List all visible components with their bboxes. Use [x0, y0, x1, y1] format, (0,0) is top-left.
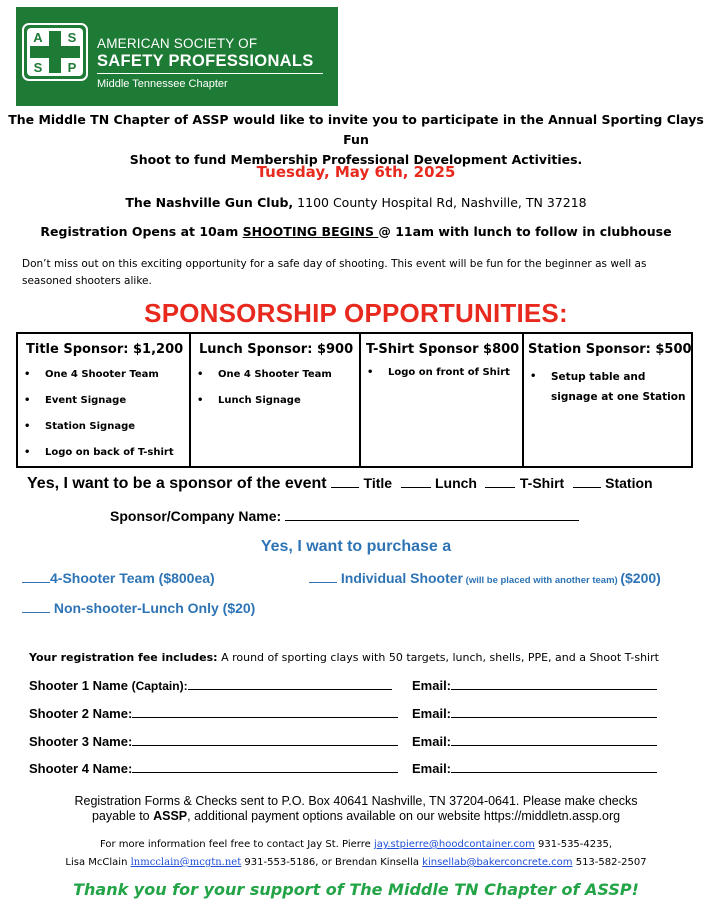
sponsor-title-header: Title Sponsor: $1,200 [26, 342, 184, 357]
individual-blank[interactable] [309, 570, 337, 583]
email-link-lisa[interactable]: lnmcclain@mcgtn.net [130, 857, 242, 868]
contact-phone-3: 513-582-2507 [572, 857, 647, 868]
purchase-heading: Yes, I want to purchase a [260, 538, 452, 555]
sponsor-column-title [18, 334, 191, 466]
sponsorship-table [16, 332, 693, 468]
shooter-3-email-field[interactable] [451, 733, 657, 746]
logo-letter-s1: S [67, 30, 77, 45]
shooter-4-row [29, 760, 398, 776]
company-name-label: Sponsor/Company Name: [110, 508, 282, 524]
logo-letter-p: P [67, 60, 77, 75]
fee-text: A round of sporting clays with 50 targets, lunch, shells, PPE, and a Shoot T-shirt [217, 651, 659, 664]
shooter-1-row [29, 677, 392, 693]
lunch-only-blank[interactable] [22, 600, 50, 613]
shooter-2-label: Shooter 2 Name: [29, 706, 133, 721]
sponsor-benefit: • Logo on back of T-shirt [18, 445, 189, 461]
assp-shield-icon [22, 23, 88, 81]
event-date: Tuesday, May 6th, 2025 [256, 163, 456, 181]
contact-intro: For more information feel free to contact Jay St. Pierre [99, 839, 374, 850]
contact-phone-2: 931-553-5186, or Brendan Kinsella [241, 857, 423, 868]
shooter-4-email-label: Email: [412, 761, 452, 776]
purchase-team-row [22, 570, 215, 586]
registration-part-1: Registration Opens at 10am [40, 224, 243, 239]
option-lunch: Lunch [434, 475, 477, 491]
company-name-field[interactable] [285, 508, 579, 521]
forms-assp: ASSP [153, 809, 188, 823]
purchase-individual-note: (will be placed with another team) [463, 575, 621, 586]
sponsor-signup-text: Yes, I want to be a sponsor of the event [27, 475, 327, 492]
forms-line-1: Registration Forms & Checks sent to P.O. Box 40641 Nashville, TN 37204-0641. Please make checks [74, 794, 638, 808]
shooter-2-email-row [412, 705, 657, 721]
shooter-2-email-label: Email: [412, 706, 452, 721]
shooter-1-suffix: (Captain): [131, 679, 188, 693]
shooter-3-email-label: Email: [412, 734, 452, 749]
forms-line-2c: , additional payment options available on our website https://middletn.assp.org [187, 809, 621, 823]
sponsor-column-lunch [191, 334, 361, 466]
dont-miss-text: Don’t miss out on this exciting opportunity for a safe day of shooting. This event will be fun for the beginner as well as seasoned shooters alike. [22, 258, 647, 287]
logo-letter-a: A [33, 30, 43, 45]
logo-letter-s2: S [33, 60, 43, 75]
contact-name-2: Lisa McClain [65, 857, 131, 868]
assp-logo [16, 7, 338, 106]
sponsor-tshirt-header: T-Shirt Sponsor $800 [366, 342, 520, 357]
tshirt-blank[interactable] [485, 475, 515, 488]
forms-instructions [0, 794, 712, 824]
purchase-lunch-row [22, 600, 255, 616]
option-tshirt: T-Shirt [519, 475, 565, 491]
registration-line [0, 224, 712, 239]
sponsor-benefit: • One 4 Shooter Team [18, 367, 189, 383]
shooter-3-name-field[interactable] [132, 733, 398, 746]
shooter-4-email-row [412, 760, 657, 776]
company-name-row [110, 508, 579, 524]
shooter-3-email-row [412, 733, 657, 749]
sponsor-lunch-header: Lunch Sponsor: $900 [199, 342, 354, 357]
option-station: Station [605, 475, 653, 491]
logo-line-3: Middle Tennessee Chapter [97, 78, 228, 90]
sponsor-column-tshirt [361, 334, 524, 466]
email-link-jay[interactable]: jay.stpierre@hoodcontainer.com [373, 839, 535, 850]
registration-underlined: SHOOTING BEGINS [242, 224, 379, 239]
intro-line-2: Shoot to fund Membership Professional Development Activities. [129, 152, 583, 167]
sponsor-benefit: • Logo on front of Shirt [361, 365, 522, 381]
shooter-3-label: Shooter 3 Name: [29, 734, 133, 749]
fee-label: Your registration fee includes: [29, 651, 218, 664]
venue-name: The Nashville Gun Club, [125, 195, 294, 210]
contact-line-2 [0, 854, 712, 872]
contact-line-1 [0, 836, 712, 854]
logo-line-1: AMERICAN SOCIETY OF [97, 36, 258, 51]
intro-line-1: The Middle TN Chapter of ASSP would like to invite you to participate in the Annual Sporting Clays Fun [8, 112, 704, 147]
venue-address: 1100 County Hospital Rd, Nashville, TN 37218 [293, 195, 587, 210]
shooter-4-label: Shooter 4 Name: [29, 761, 133, 776]
sponsor-station-header: Station Sponsor: $500 [528, 342, 692, 357]
fee-line [29, 651, 659, 664]
intro-text [0, 110, 712, 170]
logo-line-2: SAFETY PROFESSIONALS [97, 52, 314, 70]
shooter-4-name-field[interactable] [132, 760, 398, 773]
shooter-2-email-field[interactable] [451, 705, 657, 718]
shooter-2-name-field[interactable] [132, 705, 398, 718]
sponsor-benefit: • Event Signage [18, 393, 189, 409]
shooter-4-email-field[interactable] [451, 760, 657, 773]
registration-part-2: @ 11am with lunch to follow in clubhouse [378, 224, 672, 239]
venue-line [0, 195, 712, 210]
sponsor-benefit: • Setup table and signage at one Station [524, 367, 691, 407]
thank-you-line: Thank you for your support of The Middle TN Chapter of ASSP! [73, 880, 639, 899]
forms-line-2 [0, 809, 712, 824]
team-blank[interactable] [22, 570, 50, 583]
shooter-1-email-row [412, 677, 657, 693]
sponsor-benefit: • Lunch Signage [191, 393, 359, 409]
shooter-1-email-field[interactable] [451, 677, 657, 690]
email-link-brendan[interactable]: kinsellab@bakerconcrete.com [422, 857, 573, 868]
purchase-individual-price: ($200) [620, 570, 661, 586]
lunch-blank[interactable] [401, 475, 431, 488]
sponsor-benefit: • Station Signage [18, 419, 189, 435]
contact-phone-1: 931-535-4235, [534, 839, 613, 850]
purchase-team-label: 4-Shooter Team ($800ea) [50, 570, 215, 586]
contact-info [0, 836, 712, 872]
option-title: Title [363, 475, 393, 491]
sponsorship-heading: SPONSORSHIP OPPORTUNITIES: [144, 298, 568, 328]
purchase-individual-label: Individual Shooter [340, 570, 464, 586]
shooter-1-label: Shooter 1 Name [29, 678, 132, 693]
shooter-2-row [29, 705, 398, 721]
shooter-1-email-label: Email: [412, 678, 452, 693]
sponsor-column-station [524, 334, 691, 466]
shooter-1-name-field[interactable] [188, 677, 392, 690]
station-blank[interactable] [573, 475, 601, 488]
forms-line-2a: payable to [91, 809, 154, 823]
logo-divider [97, 73, 323, 74]
sponsor-signup-line [27, 475, 653, 493]
sponsor-benefit: • One 4 Shooter Team [191, 367, 359, 383]
purchase-individual-row [309, 570, 661, 586]
purchase-lunch-label: Non-shooter-Lunch Only ($20) [50, 600, 256, 616]
title-blank[interactable] [331, 475, 359, 488]
shooter-3-row [29, 733, 398, 749]
